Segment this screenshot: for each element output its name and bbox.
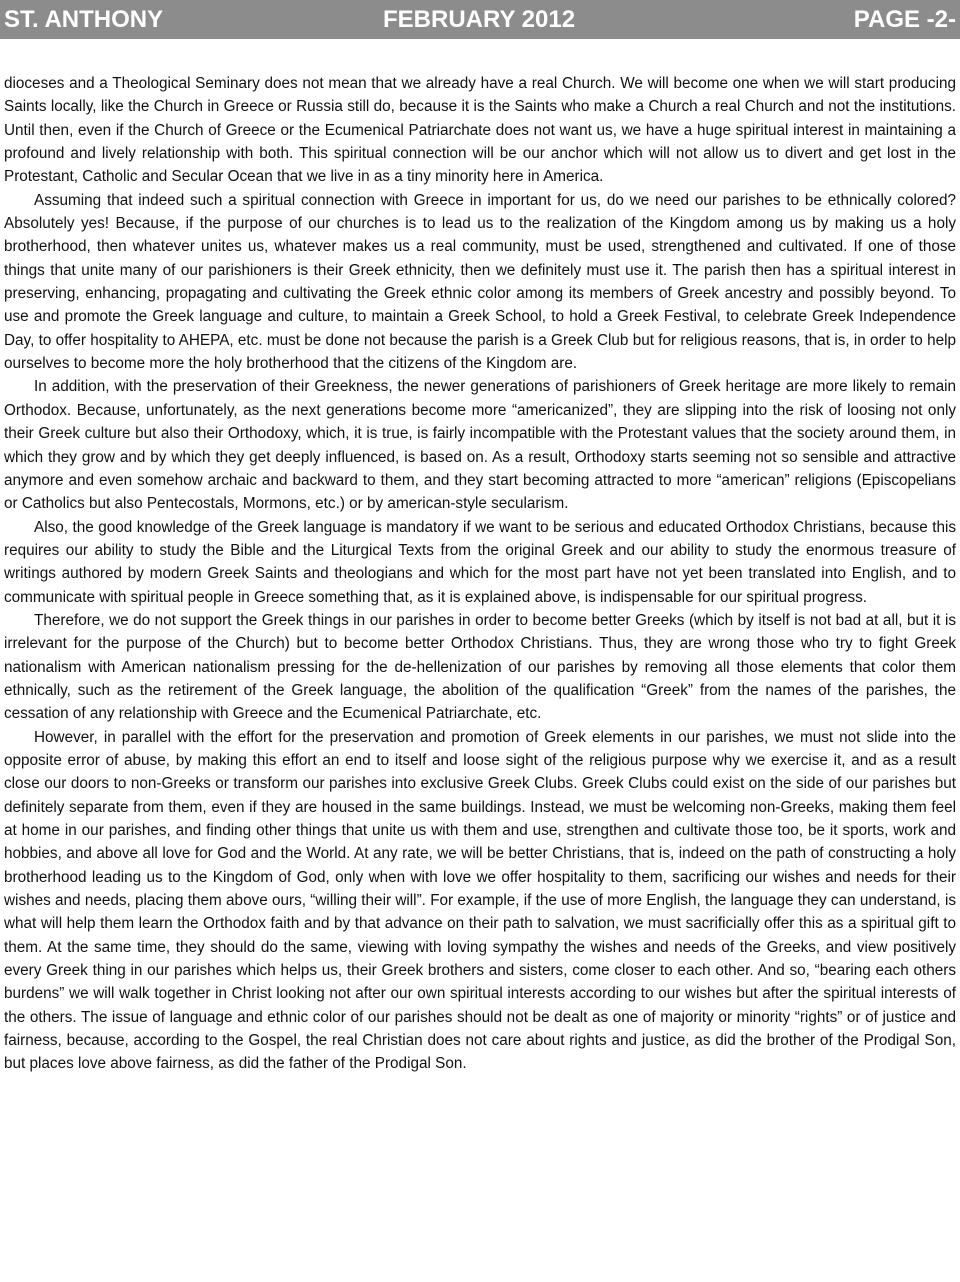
paragraph-4: Also, the good knowledge of the Greek language is mandatory if we want to be serious and educated Orthodox Christians, because this requires our ability to study the Bible and the Liturgical Texts from the original Greek and our ability to study the enormous treasure of writings authored by modern Greek Saints and theologians and which for the most part have not yet been translated into English, and to communicate with spiritual people in Greece something that, as it is explained above, is indispensable for our spiritual progress. [4,518,956,606]
page-number: PAGE -2- [853,6,956,33]
paragraph-3: In addition, with the preservation of their Greekness, the newer generations of parishioners of Greek heritage are more likely to remain Orthodox. Because, unfortunately, as the next generations become more “americanized”, they are slipping into the risk of loosing not only their Greek culture but also their Orthodoxy, which, it is true, is fairly incompatible with the Protestant values that the society around them, in which they grow and by which they get deeply influenced, is based on. As a result, Orthodoxy starts seeming not so sensible and attractive anymore and even somehow archaic and backward to them, and they start becoming attracted to more “american” religions (Episcopelians or Catholics but also Pentecostals, Mormons, etc.) or by american-style secularism. [4,378,956,513]
paragraph-2: Assuming that indeed such a spiritual connection with Greece in important for us, do we need our parishes to be ethnically colored? Absolutely yes! Because, if the purpose of our churches is to lead us to the realization of the Kingdom among us by making us a holy brotherhood, then whatever unites us, whatever makes us a real community, must be used, strengthened and cultivated. If one of those things that unite many of our parishioners is their Greek ethnicity, then we definitely must use it. The parish then has a spiritual interest in preserving, enhancing, propagating and cultivating the Greek ethnic color among its members of Greek ancestry and possibly beyond. To use and promote the Greek language and culture, to maintain a Greek School, to hold a Greek Festival, to celebrate Greek Independence Day, to offer hospitality to AHEPA, etc. must be done not because the parish is a Greek Club but for religious reasons, that is, in order to help ourselves to become more the holy brotherhood that the citizens of the Kingdom are. [4,191,956,373]
article-body [4,72,956,1076]
paragraph-1: dioceses and a Theological Seminary does not mean that we already have a real Church. We will become one when we will start producing Saints locally, like the Church in Greece or Russia still do, because it is the Saints who make a Church a real Church and not the institutions. Until then, even if the Church of Greece or the Ecumenical Patriarchate does not want us, we have a huge spiritual interest in maintaining a profound and lively relationship with both. This spiritual connection will be our anchor which will not allow us to divert and get lost in the Protestant, Catholic and Secular Ocean that we live in as a tiny minority here in America. [4,75,956,186]
page-header [0,0,960,39]
paragraph-5: Therefore, we do not support the Greek things in our parishes in order to become better Greeks (which by itself is not bad at all, but it is irrelevant for the purpose of the Church) but to become better Orthodox Christians. Thus, they are wrong those who try to fight Greek nationalism with American nationalism pressing for the de-hellenization of our parishes by removing all those elements that color them ethnically, such as the retirement of the Greek language, the abolition of the qualification “Greek” from the names of the parishes, the cessation of any relationship with Greece and the Ecumenical Patriarchate, etc. [4,611,956,723]
issue-date: FEBRUARY 2012 [383,6,576,33]
paragraph-6: However, in parallel with the effort for the preservation and promotion of Greek elements in our parishes, we must not slide into the opposite error of abuse, by making this effort an end to itself and loose sight of the religious purpose why we exercise it, and as a result close our doors to non-Greeks or transform our parishes into exclusive Greek Clubs. Greek Clubs could exist on the side of our parishes but definitely separate from them, even if they are housed in the same buildings. Instead, we must be welcoming non-Greeks, making them feel at home in our parishes, and finding other things that unite us with them and use, strengthen and cultivate those too, be it sports, work and hobbies, and above all love for God and the World. At any rate, we will be better Christians, that is, indeed on the path of constructing a holy brotherhood leading us to the Kingdom of God, only when with love we offer hospitality to them, sacrificing our wishes and needs for their wishes and needs, placing them above ours, “willing their will”. For example, if the use of more English, the language they can understand, is what will help them learn the Orthodox faith and by that advance on their path to salvation, we must sacrificially offer this as a spiritual gift to them. At the same time, they should do the same, viewing with loving sympathy the wishes and needs of the Greeks, and view positively every Greek thing in our parishes which helps us, their Greek brothers and sisters, come closer to each other. And so, “bearing each others burdens” we will walk together in Christ looking not after our own spiritual interests according to our wishes but after the spiritual interests of the others. The issue of language and ethnic color of our parishes should not be dealt as one of majority or minority “rights” or of justice and fairness, because, according to the Gospel, the real Christian does not care about rights and justice, as did the brother of the Prodigal Son, but places love above fairness, as did the father of the Prodigal Son. [4,728,956,1073]
newsletter-title: ST. ANTHONY [4,6,164,33]
